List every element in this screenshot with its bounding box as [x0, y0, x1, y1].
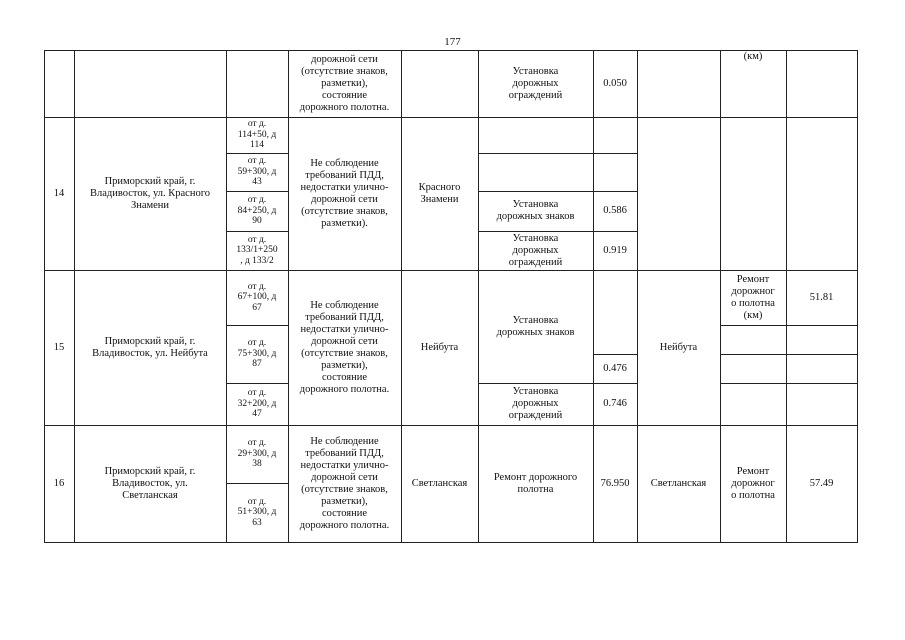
work-name-cell: Ремонт дорожного полотна: [493, 471, 578, 495]
table-border: [478, 50, 479, 543]
table-border: [720, 325, 858, 326]
work-value-cell: 0.746: [603, 398, 627, 409]
street-cell: Светланская: [411, 477, 468, 489]
street-cell: Нейбута: [420, 341, 459, 353]
table-border: [226, 50, 227, 543]
street2-cell: [637, 117, 720, 270]
location-cell: Приморский край, г. Владивосток, ул. Красного Знамени: [90, 175, 210, 211]
segment-cell: [226, 50, 288, 117]
street2-cell: Светланская: [650, 477, 707, 489]
work-name-cell: Установка дорожных ограждений: [508, 232, 563, 268]
work2-value-cell: [786, 50, 857, 117]
table-border: [478, 191, 637, 192]
work2-value-cell: [786, 117, 857, 270]
issue-cell: дорожной сети (отсутствие знаков, разметки), состояние дорожного полотна.: [299, 53, 390, 113]
work-name-cell: [478, 117, 593, 153]
street2-cell: [637, 50, 720, 117]
work-value-cell: [593, 117, 637, 153]
location-cell: Приморский край, г. Владивосток, ул. Нейбута: [92, 335, 208, 359]
work-value-cell: 0.050: [603, 77, 627, 89]
segment-cell: от д. 32+200, д 47: [237, 388, 277, 420]
work2-name-cell: Ремонт дорожног о полотна: [731, 465, 775, 501]
issue-cell: Не соблюдение требований ПДД, недостатки улично- дорожной сети (отсутствие знаков, разметки).: [300, 157, 389, 229]
table-border: [720, 50, 721, 543]
table-border: [478, 231, 637, 232]
table-border: [44, 542, 858, 543]
table-border: [786, 50, 787, 543]
work2-name-cell: Ремонт дорожног о полотна (км): [731, 273, 775, 321]
table-border: [44, 117, 858, 118]
work-name-cell: Установка дорожных ограждений: [508, 386, 563, 421]
table-border: [720, 354, 858, 355]
location-cell: [74, 50, 226, 117]
table-border: [478, 383, 637, 384]
table-border: [288, 50, 289, 543]
table-border: [44, 270, 858, 271]
table-border: [226, 191, 288, 192]
work-value-cell: 0.586: [603, 205, 627, 216]
row-number: 16: [53, 477, 65, 489]
street-cell: [401, 50, 478, 117]
table-border: [593, 50, 594, 543]
segment-cell: от д. 29+300, д 38: [237, 438, 277, 470]
work-name-cell: [478, 153, 593, 191]
issue-cell: Не соблюдение требований ПДД, недостатки улично- дорожной сети (отсутствие знаков, разметки), состояние дорожного полотна.: [299, 299, 390, 395]
segment-cell: от д. 84+250, д 90: [237, 195, 277, 227]
table-border: [720, 383, 858, 384]
segment-cell: от д. 114+50, д 114: [237, 119, 277, 151]
work2-value-cell: 57.49: [809, 477, 834, 489]
segment-cell: от д. 133/1+250 , д 133/2: [236, 234, 278, 266]
table-border: [44, 425, 858, 426]
street2-cell: Нейбута: [659, 341, 698, 353]
table-border: [226, 231, 288, 232]
work-value-cell: 0.919: [603, 244, 627, 256]
segment-cell: от д. 59+300, д 43: [237, 156, 277, 188]
segment-cell: от д. 67+100, д 67: [237, 281, 277, 313]
row-number: 14: [53, 187, 65, 199]
location-cell: Приморский край, г. Владивосток, ул. Светланская: [104, 465, 196, 501]
page-number: 177: [444, 36, 461, 48]
row-number: 15: [53, 341, 65, 353]
table-border: [857, 50, 858, 543]
table-border: [74, 50, 75, 543]
segment-cell: от д. 75+300, д 87: [237, 338, 277, 370]
table-border: [226, 383, 288, 384]
work-name-cell: Установка дорожных знаков: [496, 314, 575, 338]
work2-name-cell: [720, 117, 786, 270]
work2-value-cell: 51.81: [809, 291, 834, 303]
table-border: [226, 483, 288, 484]
street-cell: Красного Знамени: [418, 181, 461, 205]
table-border: [44, 50, 45, 543]
work2-name-cell: (км): [743, 51, 763, 62]
work-name-cell: Установка дорожных знаков: [496, 199, 575, 222]
table-border: [226, 153, 288, 154]
work-value-cell: [593, 153, 637, 191]
table-border: [593, 354, 637, 355]
row-number: [44, 50, 74, 117]
table-border: [637, 50, 638, 543]
work-value-cell: 0.476: [603, 362, 627, 374]
table-border: [226, 325, 288, 326]
work-value-cell: 76.950: [600, 477, 630, 489]
table-border: [401, 50, 402, 543]
table-border: [478, 153, 637, 154]
table-border: [44, 50, 858, 51]
work-name-cell: Установка дорожных ограждений: [508, 65, 563, 101]
issue-cell: Не соблюдение требований ПДД, недостатки улично- дорожной сети (отсутствие знаков, разметки), состояние дорожного полотна.: [299, 435, 390, 531]
segment-cell: от д. 51+300, д 63: [237, 496, 277, 528]
